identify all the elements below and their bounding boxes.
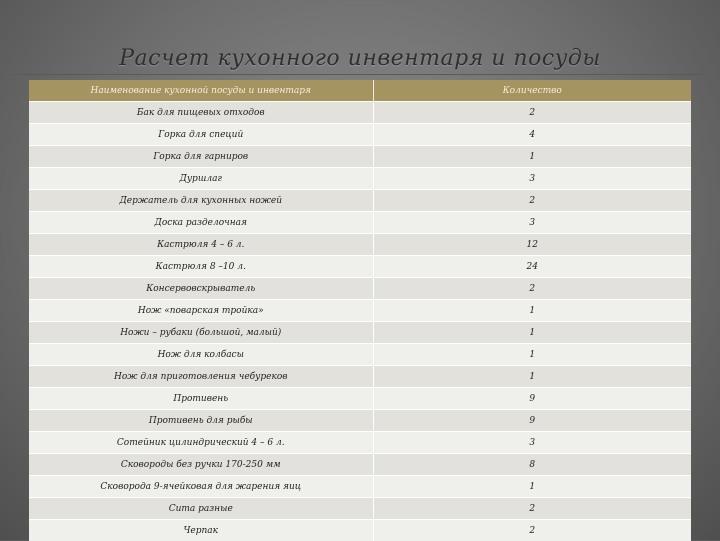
- table-row: [29, 278, 691, 300]
- table-row: [29, 300, 691, 322]
- table-row: [29, 234, 691, 256]
- table-row: [29, 256, 691, 278]
- item-name-cell: Сита разные: [29, 498, 373, 520]
- table-row: [29, 432, 691, 454]
- quantity-cell: 1: [373, 300, 691, 322]
- item-name-cell: Черпак: [29, 520, 373, 541]
- quantity-cell: 12: [373, 234, 691, 256]
- table-row: [29, 388, 691, 410]
- quantity-cell: 2: [373, 498, 691, 520]
- quantity-cell: 3: [373, 212, 691, 234]
- quantity-cell: 1: [373, 476, 691, 498]
- table-row: [29, 454, 691, 476]
- table-row: [29, 190, 691, 212]
- quantity-cell: 2: [373, 278, 691, 300]
- header-quantity: Количество: [373, 80, 691, 102]
- quantity-cell: 2: [373, 102, 691, 124]
- quantity-cell: 3: [373, 168, 691, 190]
- table-row: [29, 124, 691, 146]
- item-name-cell: Горка для специй: [29, 124, 373, 146]
- table-row: [29, 322, 691, 344]
- item-name-cell: Ножи – рубаки (большой, малый): [29, 322, 373, 344]
- table-row: [29, 366, 691, 388]
- table-row: [29, 520, 691, 541]
- quantity-cell: 24: [373, 256, 691, 278]
- item-name-cell: Кастрюля 8 –10 л.: [29, 256, 373, 278]
- table-row: [29, 146, 691, 168]
- item-name-cell: Консервовскрыватель: [29, 278, 373, 300]
- table-row: [29, 344, 691, 366]
- table-header-row: [29, 80, 691, 102]
- quantity-cell: 1: [373, 366, 691, 388]
- item-name-cell: Горка для гарниров: [29, 146, 373, 168]
- item-name-cell: Нож для приготовления чебуреков: [29, 366, 373, 388]
- item-name-cell: Доска разделочная: [29, 212, 373, 234]
- title-divider: [14, 74, 706, 75]
- quantity-cell: 9: [373, 388, 691, 410]
- quantity-cell: 8: [373, 454, 691, 476]
- quantity-cell: 1: [373, 322, 691, 344]
- item-name-cell: Кастрюля 4 – 6 л.: [29, 234, 373, 256]
- table-row: [29, 498, 691, 520]
- item-name-cell: Противень для рыбы: [29, 410, 373, 432]
- table-row: [29, 410, 691, 432]
- quantity-cell: 3: [373, 432, 691, 454]
- table-row: [29, 476, 691, 498]
- quantity-cell: 4: [373, 124, 691, 146]
- quantity-cell: 1: [373, 344, 691, 366]
- item-name-cell: Дуршлаг: [29, 168, 373, 190]
- item-name-cell: Нож для колбасы: [29, 344, 373, 366]
- item-name-cell: Бак для пищевых отходов: [29, 102, 373, 124]
- item-name-cell: Сковороды без ручки 170-250 мм: [29, 454, 373, 476]
- item-name-cell: Нож «поварская тройка»: [29, 300, 373, 322]
- quantity-cell: 1: [373, 146, 691, 168]
- table-row: [29, 102, 691, 124]
- item-name-cell: Держатель для кухонных ножей: [29, 190, 373, 212]
- item-name-cell: Сковорода 9-ячейковая для жарения яиц: [29, 476, 373, 498]
- header-item-name: Наименование кухонной посуды и инвентаря: [29, 80, 373, 102]
- item-name-cell: Противень: [29, 388, 373, 410]
- page-title: Расчет кухонного инвентаря и посуды: [0, 46, 720, 71]
- table-row: [29, 168, 691, 190]
- quantity-cell: 9: [373, 410, 691, 432]
- inventory-table: [29, 80, 691, 541]
- quantity-cell: 2: [373, 520, 691, 541]
- item-name-cell: Сотейник цилиндрический 4 – 6 л.: [29, 432, 373, 454]
- quantity-cell: 2: [373, 190, 691, 212]
- table-row: [29, 212, 691, 234]
